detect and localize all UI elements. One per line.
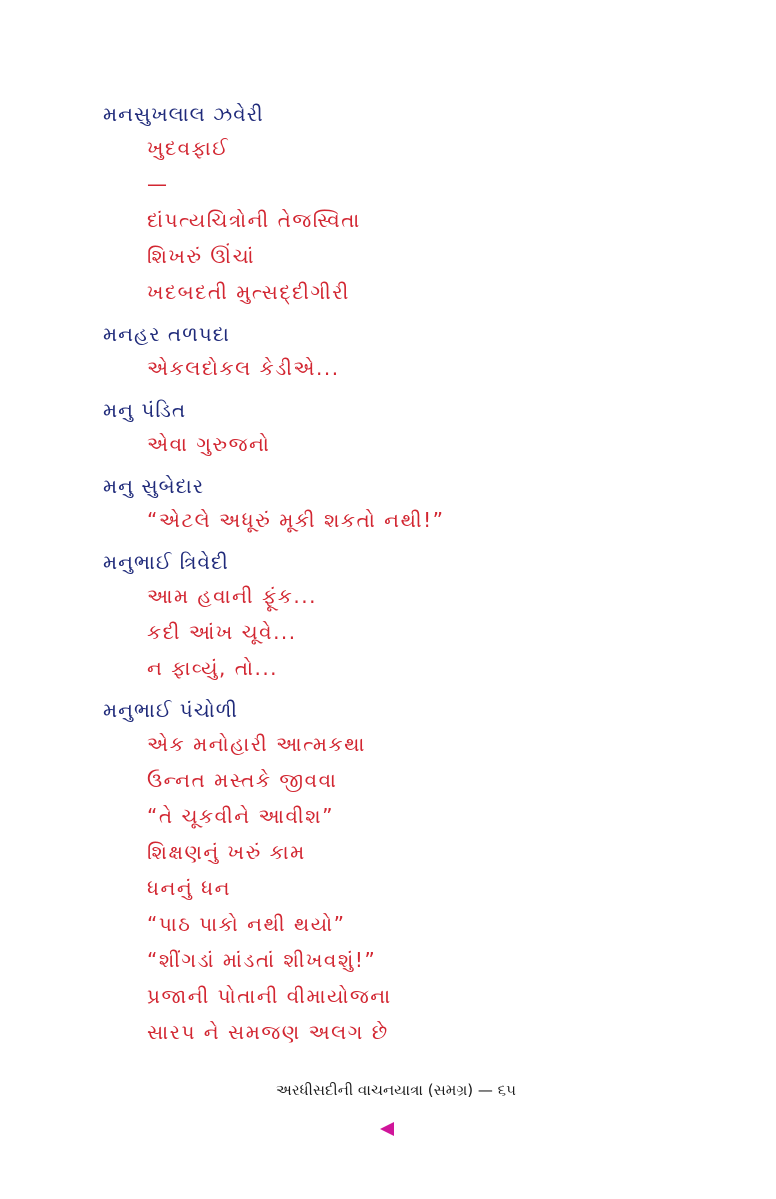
author-entry (103, 546, 663, 686)
author-name: મનસુખલાલ ઝવેરી (103, 102, 264, 126)
work-title[interactable]: શિક્ષણનું ખરું કામ (147, 840, 306, 864)
work-title[interactable]: ધનનું ધન (147, 876, 232, 900)
work-title[interactable]: “શીંગડાં માંડતાં શીખવશું!” (147, 948, 377, 972)
work-title[interactable]: એકલદોકલ કેડીએ... (147, 356, 340, 380)
work-list (103, 426, 663, 462)
work-title[interactable]: — (147, 172, 169, 196)
work-title[interactable]: ન ફાવ્યું, તો... (147, 656, 279, 680)
work-title[interactable]: ખદબદતી મુત્સદ્દીગીરી (147, 280, 350, 304)
work-list (103, 578, 663, 686)
author-name: મનહર તળપદા (103, 322, 230, 346)
work-list (103, 502, 663, 538)
author-entry (103, 98, 663, 310)
author-name: મનુ સુબેદાર (103, 474, 205, 498)
author-index-list (103, 98, 663, 1058)
author-name: મનુ પંડિત (103, 398, 187, 422)
previous-page-arrow-icon[interactable] (380, 1122, 394, 1136)
author-entry (103, 318, 663, 386)
work-title[interactable]: ખુદવફાઈ (147, 136, 230, 160)
work-title[interactable]: દાંપત્યચિત્રોની તેજસ્વિતા (147, 208, 361, 232)
work-title[interactable]: શિખરું ઊંચાં (147, 244, 255, 268)
author-name: મનુભાઈ ત્રિવેદી (103, 550, 229, 574)
work-list (103, 130, 663, 310)
author-entry (103, 470, 663, 538)
page-footer: અરધીસદીની વાચનયાત્રા (સમગ્ર) — ૬૫ (276, 1081, 516, 1099)
work-title[interactable]: ઉન્નત મસ્તકે જીવવા (147, 768, 338, 792)
author-entry (103, 394, 663, 462)
author-entry (103, 694, 663, 1050)
work-title[interactable]: “તે ચૂકવીને આવીશ” (147, 804, 334, 828)
work-title[interactable]: “એટલે અધૂરું મૂકી શકતો નથી!” (147, 508, 445, 532)
work-title[interactable]: સારપ ને સમજણ અલગ છે (147, 1020, 389, 1044)
work-title[interactable]: “પાઠ પાકો નથી થયો” (147, 912, 346, 936)
author-name: મનુભાઈ પંચોળી (103, 698, 239, 722)
work-title[interactable]: એવા ગુરુજનો (147, 432, 271, 456)
work-title[interactable]: આમ હવાની ફૂંક... (147, 584, 317, 608)
work-list (103, 726, 663, 1050)
work-title[interactable]: એક મનોહારી આત્મકથા (147, 732, 366, 756)
work-list (103, 350, 663, 386)
work-title[interactable]: કદી આંખ ચૂવે... (147, 620, 297, 644)
work-title[interactable]: પ્રજાની પોતાની વીમાયોજના (147, 984, 392, 1008)
